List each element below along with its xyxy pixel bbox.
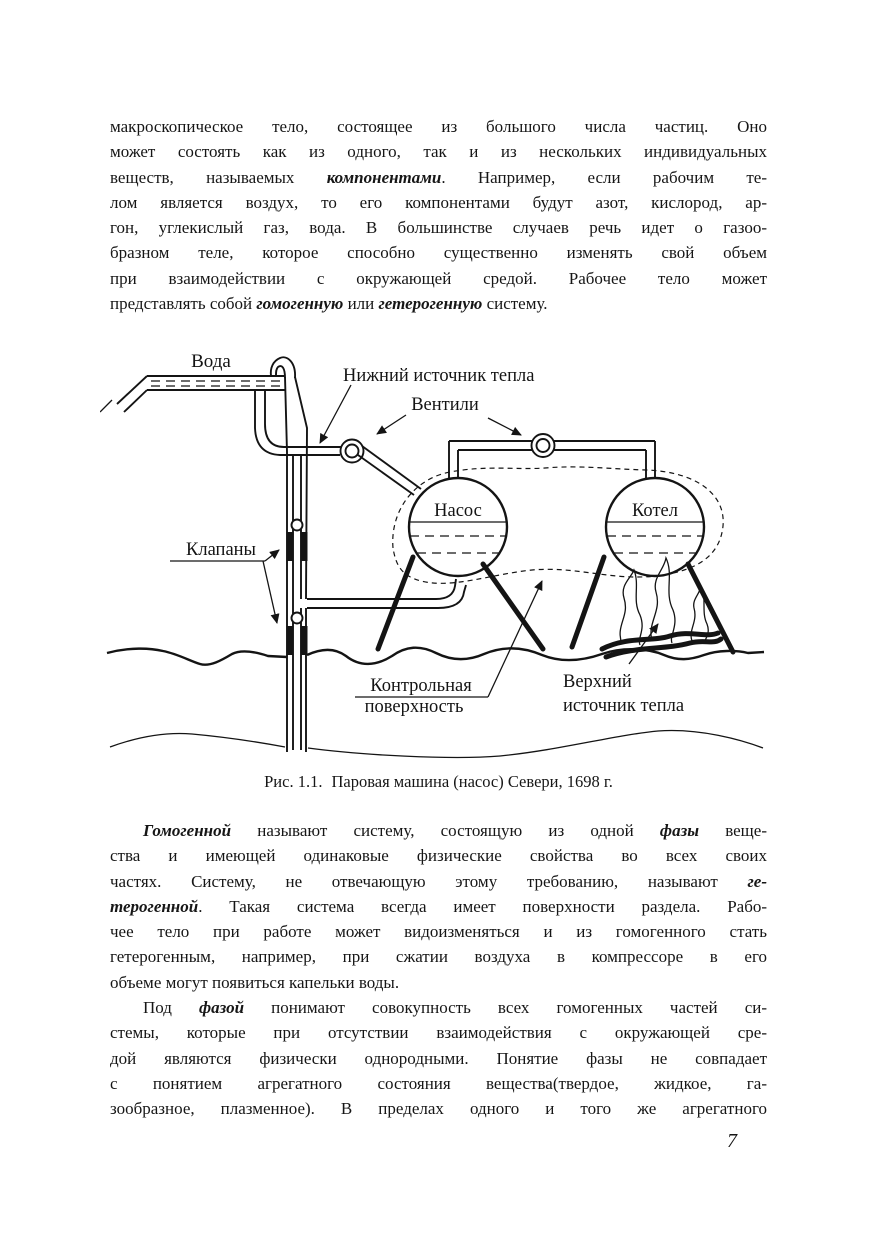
text-line: представлять собой гомогенную или гетерогенную систему.	[110, 294, 548, 314]
text-line: при взаимодействии с окружающей средой. Рабочее тело может	[110, 268, 767, 288]
page-number: 7	[727, 1130, 737, 1152]
text-line: гон, углекислый газ, вода. В большинстве случаев речь идет о газоо-	[110, 218, 767, 238]
water-trough	[100, 376, 285, 412]
figure-caption-text: Паровая машина (насос) Севери, 1698 г.	[331, 772, 613, 791]
text-line: чее тело при работе может видоизменяться и из гомогенного стать	[110, 922, 767, 942]
text-line: может состоять как из одного, так и из нескольких индивидуальных	[110, 142, 767, 162]
water-label: Вода	[191, 351, 231, 372]
pump-label: Насос	[434, 501, 482, 521]
pump-vessel	[409, 478, 507, 576]
check-valve-upper	[287, 520, 308, 562]
figure-savery-pump-diagram	[100, 340, 775, 765]
control-surface-label-line2: поверхность	[364, 697, 464, 717]
control-surface-label-line1: Контрольная	[370, 676, 472, 696]
text-line: гетерогенным, например, при сжатии воздуха в компрессоре в его	[110, 947, 767, 967]
text-line: частях. Систему, не отвечающую этому требованию, называют ге-	[110, 871, 767, 891]
text-line: ства и имеющей одинаковые физические свойства во всех своих	[110, 846, 767, 866]
figure-caption-number: Рис. 1.1.	[264, 772, 323, 791]
text-line: Гомогенной называют систему, состоящую из одной фазы веще-	[143, 821, 767, 840]
text-line: бразном теле, которое способно существенно изменять свой объем	[110, 243, 767, 263]
text-line: стемы, которые при отсутствии взаимодействия с окружающей сре-	[110, 1023, 767, 1043]
delivery-pipe	[255, 390, 421, 495]
paragraph-block-top	[110, 114, 767, 316]
upper-heat-source-label-line1: Верхний	[563, 672, 632, 692]
steam-pipe	[449, 434, 655, 481]
paragraph-block-bottom	[110, 818, 767, 1122]
text-line: терогенной. Такая система всегда имеет поверхности раздела. Рабо-	[110, 896, 767, 916]
text-line: макроскопическое тело, состоящее из большого числа частиц. Оно	[110, 117, 767, 136]
text-line: дой являются физически однородными. Понятие фазы не совпадает	[110, 1048, 767, 1068]
valves-label: Вентили	[411, 395, 479, 415]
boiler-vessel	[606, 478, 704, 576]
figure-caption	[110, 772, 767, 792]
vessel-legs	[378, 557, 733, 652]
text-line: веществ, называемых компонентами. Например, если рабочим те-	[110, 167, 767, 187]
check-valve-lower	[287, 613, 308, 656]
text-line: объеме могут появиться капельки воды.	[110, 972, 400, 992]
check-valves-label: Клапаны	[186, 540, 256, 560]
text-line: лом является воздух, то его компонентами будут азот, кислород, ар-	[110, 192, 767, 212]
lower-heat-source-label: Нижний источник тепла	[343, 366, 535, 386]
boiler-label: Котел	[632, 501, 678, 521]
well-water-line	[110, 731, 763, 758]
upper-heat-source-label-line2: источник тепла	[563, 696, 685, 716]
ground-line	[107, 648, 764, 665]
text-line: Под фазой понимают совокупность всех гомогенных частей си-	[143, 998, 768, 1018]
text-line: зообразное, плазменное). В пределах одного и того же агрегатного	[110, 1099, 767, 1119]
text-line: с понятием агрегатного состояния вещества(твердое, жидкое, га-	[110, 1073, 767, 1093]
